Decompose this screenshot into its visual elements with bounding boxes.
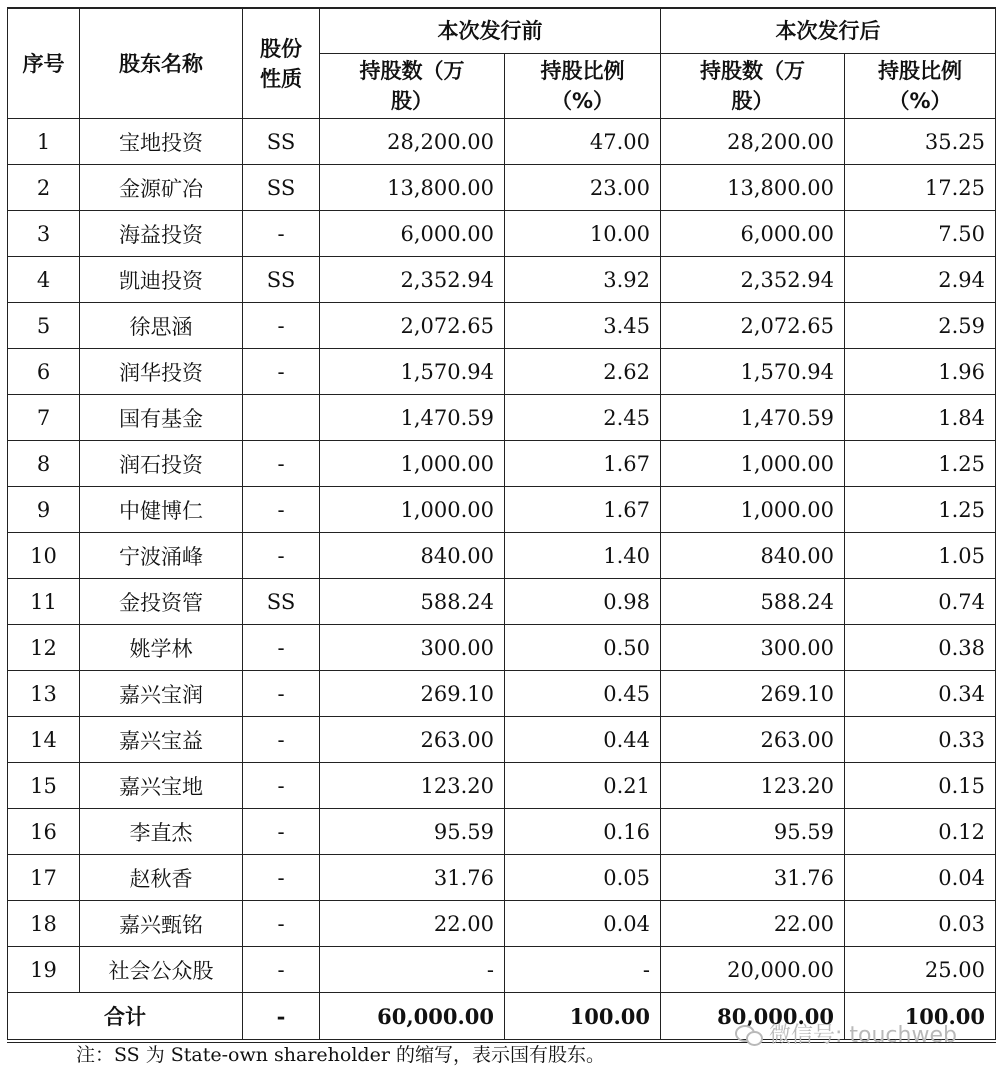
table-row (8, 717, 996, 763)
cell-ratio-before: 0.16 (505, 809, 661, 855)
cell-shares-before: 22.00 (320, 901, 505, 947)
cell-nature: SS (243, 119, 320, 165)
col-header-ratio-after: 持股比例（%） (845, 54, 996, 119)
cell-shares-after: 1,000.00 (661, 487, 845, 533)
cell-ratio-before: 1.67 (505, 441, 661, 487)
cell-name: 金投资管 (80, 579, 243, 625)
cell-name: 海益投资 (80, 211, 243, 257)
cell-ratio-after: 2.59 (845, 303, 996, 349)
cell-ratio-after: 17.25 (845, 165, 996, 211)
table-row (8, 303, 996, 349)
cell-name: 社会公众股 (80, 947, 243, 993)
table-row (8, 625, 996, 671)
cell-no: 3 (8, 211, 80, 257)
cell-nature: - (243, 533, 320, 579)
cell-ratio-after: 0.15 (845, 763, 996, 809)
cell-ratio-after: 2.94 (845, 257, 996, 303)
cell-shares-before: 1,570.94 (320, 349, 505, 395)
table-row (8, 119, 996, 165)
cell-shares-after: 269.10 (661, 671, 845, 717)
cell-shares-before: 28,200.00 (320, 119, 505, 165)
cell-name: 宁波涌峰 (80, 533, 243, 579)
cell-shares-after: 1,470.59 (661, 395, 845, 441)
cell-nature (243, 395, 320, 441)
cell-name: 中健博仁 (80, 487, 243, 533)
cell-shares-after: 20,000.00 (661, 947, 845, 993)
cell-no: 12 (8, 625, 80, 671)
col-header-no: 序号 (8, 8, 80, 119)
total-label: 合计 (8, 993, 243, 1042)
cell-nature: SS (243, 257, 320, 303)
col-header-nature: 股份性质 (243, 8, 320, 119)
cell-name: 润华投资 (80, 349, 243, 395)
cell-shares-after: 1,000.00 (661, 441, 845, 487)
cell-no: 5 (8, 303, 80, 349)
cell-ratio-after: 0.03 (845, 901, 996, 947)
cell-name: 嘉兴甄铭 (80, 901, 243, 947)
cell-ratio-before: 23.00 (505, 165, 661, 211)
table-body (8, 119, 996, 993)
cell-ratio-after: 1.25 (845, 441, 996, 487)
footnote: 注：SS 为 State-own shareholder 的缩写，表示国有股东。 (76, 1044, 605, 1066)
cell-ratio-before: 0.45 (505, 671, 661, 717)
cell-no: 13 (8, 671, 80, 717)
cell-shares-before: 6,000.00 (320, 211, 505, 257)
cell-no: 6 (8, 349, 80, 395)
watermark-text: 微信号: touchweb (769, 1023, 957, 1048)
table-row (8, 579, 996, 625)
cell-name: 嘉兴宝地 (80, 763, 243, 809)
cell-ratio-after: 25.00 (845, 947, 996, 993)
cell-nature: - (243, 717, 320, 763)
col-header-shares-before: 持股数（万股） (320, 54, 505, 119)
watermark (735, 1018, 957, 1049)
cell-ratio-after: 0.38 (845, 625, 996, 671)
cell-shares-after: 95.59 (661, 809, 845, 855)
total-shares-after: 80,000.00 (661, 993, 845, 1042)
cell-ratio-before: 2.45 (505, 395, 661, 441)
cell-ratio-before: 10.00 (505, 211, 661, 257)
total-ratio-before: 100.00 (505, 993, 661, 1042)
cell-shares-before: 2,072.65 (320, 303, 505, 349)
cell-name: 姚学林 (80, 625, 243, 671)
table-row (8, 349, 996, 395)
cell-ratio-after: 7.50 (845, 211, 996, 257)
cell-ratio-before: 47.00 (505, 119, 661, 165)
cell-no: 9 (8, 487, 80, 533)
cell-shares-before: 95.59 (320, 809, 505, 855)
cell-nature: - (243, 441, 320, 487)
cell-shares-after: 2,352.94 (661, 257, 845, 303)
cell-ratio-before: 0.04 (505, 901, 661, 947)
table-row (8, 671, 996, 717)
cell-shares-after: 6,000.00 (661, 211, 845, 257)
table-row (8, 165, 996, 211)
cell-shares-after: 588.24 (661, 579, 845, 625)
cell-ratio-before: 2.62 (505, 349, 661, 395)
cell-shares-before: 31.76 (320, 855, 505, 901)
cell-ratio-before: 3.45 (505, 303, 661, 349)
cell-ratio-after: 1.96 (845, 349, 996, 395)
cell-no: 17 (8, 855, 80, 901)
table-row (8, 855, 996, 901)
cell-ratio-before: 1.40 (505, 533, 661, 579)
cell-shares-before: 269.10 (320, 671, 505, 717)
cell-name: 国有基金 (80, 395, 243, 441)
group-header-after: 本次发行后 (661, 8, 996, 54)
cell-ratio-after: 0.12 (845, 809, 996, 855)
cell-ratio-before: 0.44 (505, 717, 661, 763)
cell-shares-after: 263.00 (661, 717, 845, 763)
cell-ratio-after: 35.25 (845, 119, 996, 165)
cell-nature: - (243, 947, 320, 993)
cell-nature: - (243, 487, 320, 533)
table-row (8, 763, 996, 809)
cell-nature: - (243, 625, 320, 671)
cell-shares-after: 2,072.65 (661, 303, 845, 349)
total-ratio-after: 100.00 (845, 993, 996, 1042)
table-row (8, 441, 996, 487)
cell-name: 金源矿冶 (80, 165, 243, 211)
col-header-name: 股东名称 (80, 8, 243, 119)
shareholder-table (7, 7, 996, 1043)
cell-no: 10 (8, 533, 80, 579)
cell-shares-before: 1,000.00 (320, 487, 505, 533)
cell-shares-before: 1,470.59 (320, 395, 505, 441)
cell-name: 宝地投资 (80, 119, 243, 165)
cell-name: 徐思涵 (80, 303, 243, 349)
cell-shares-after: 840.00 (661, 533, 845, 579)
cell-no: 16 (8, 809, 80, 855)
cell-ratio-after: 0.33 (845, 717, 996, 763)
col-header-shares-after: 持股数（万股） (661, 54, 845, 119)
col-header-ratio-before: 持股比例（%） (505, 54, 661, 119)
cell-ratio-before: 3.92 (505, 257, 661, 303)
cell-ratio-before: 0.50 (505, 625, 661, 671)
cell-shares-before: 588.24 (320, 579, 505, 625)
cell-nature: - (243, 763, 320, 809)
cell-name: 凯迪投资 (80, 257, 243, 303)
cell-shares-after: 123.20 (661, 763, 845, 809)
cell-nature: SS (243, 165, 320, 211)
cell-nature: SS (243, 579, 320, 625)
table-row (8, 947, 996, 993)
table-row (8, 533, 996, 579)
cell-nature: - (243, 901, 320, 947)
cell-nature: - (243, 855, 320, 901)
group-header-before: 本次发行前 (320, 8, 661, 54)
cell-shares-after: 31.76 (661, 855, 845, 901)
table-row (8, 395, 996, 441)
cell-name: 润石投资 (80, 441, 243, 487)
cell-shares-before: - (320, 947, 505, 993)
cell-nature: - (243, 809, 320, 855)
table-row (8, 257, 996, 303)
cell-ratio-after: 0.34 (845, 671, 996, 717)
wechat-icon (735, 1023, 763, 1045)
cell-shares-before: 2,352.94 (320, 257, 505, 303)
cell-nature: - (243, 303, 320, 349)
cell-ratio-after: 1.25 (845, 487, 996, 533)
table-row (8, 809, 996, 855)
total-shares-before: 60,000.00 (320, 993, 505, 1042)
cell-ratio-after: 1.05 (845, 533, 996, 579)
cell-shares-after: 22.00 (661, 901, 845, 947)
cell-no: 2 (8, 165, 80, 211)
cell-ratio-before: 1.67 (505, 487, 661, 533)
cell-no: 1 (8, 119, 80, 165)
total-nature: - (243, 993, 320, 1042)
cell-nature: - (243, 671, 320, 717)
cell-shares-before: 13,800.00 (320, 165, 505, 211)
cell-shares-before: 840.00 (320, 533, 505, 579)
cell-name: 嘉兴宝润 (80, 671, 243, 717)
cell-no: 15 (8, 763, 80, 809)
table-row (8, 211, 996, 257)
cell-no: 18 (8, 901, 80, 947)
cell-ratio-after: 0.04 (845, 855, 996, 901)
cell-no: 11 (8, 579, 80, 625)
cell-nature: - (243, 211, 320, 257)
cell-no: 14 (8, 717, 80, 763)
cell-shares-after: 13,800.00 (661, 165, 845, 211)
cell-shares-after: 1,570.94 (661, 349, 845, 395)
cell-shares-after: 28,200.00 (661, 119, 845, 165)
cell-shares-before: 123.20 (320, 763, 505, 809)
cell-no: 8 (8, 441, 80, 487)
cell-no: 19 (8, 947, 80, 993)
cell-ratio-after: 1.84 (845, 395, 996, 441)
cell-shares-after: 300.00 (661, 625, 845, 671)
cell-shares-before: 300.00 (320, 625, 505, 671)
table-row (8, 487, 996, 533)
cell-name: 嘉兴宝益 (80, 717, 243, 763)
cell-no: 7 (8, 395, 80, 441)
cell-name: 李直杰 (80, 809, 243, 855)
cell-no: 4 (8, 257, 80, 303)
cell-shares-before: 1,000.00 (320, 441, 505, 487)
cell-ratio-before: 0.98 (505, 579, 661, 625)
cell-name: 赵秋香 (80, 855, 243, 901)
cell-ratio-before: 0.21 (505, 763, 661, 809)
cell-ratio-before: 0.05 (505, 855, 661, 901)
cell-shares-before: 263.00 (320, 717, 505, 763)
cell-nature: - (243, 349, 320, 395)
cell-ratio-after: 0.74 (845, 579, 996, 625)
table-row (8, 901, 996, 947)
cell-ratio-before: - (505, 947, 661, 993)
